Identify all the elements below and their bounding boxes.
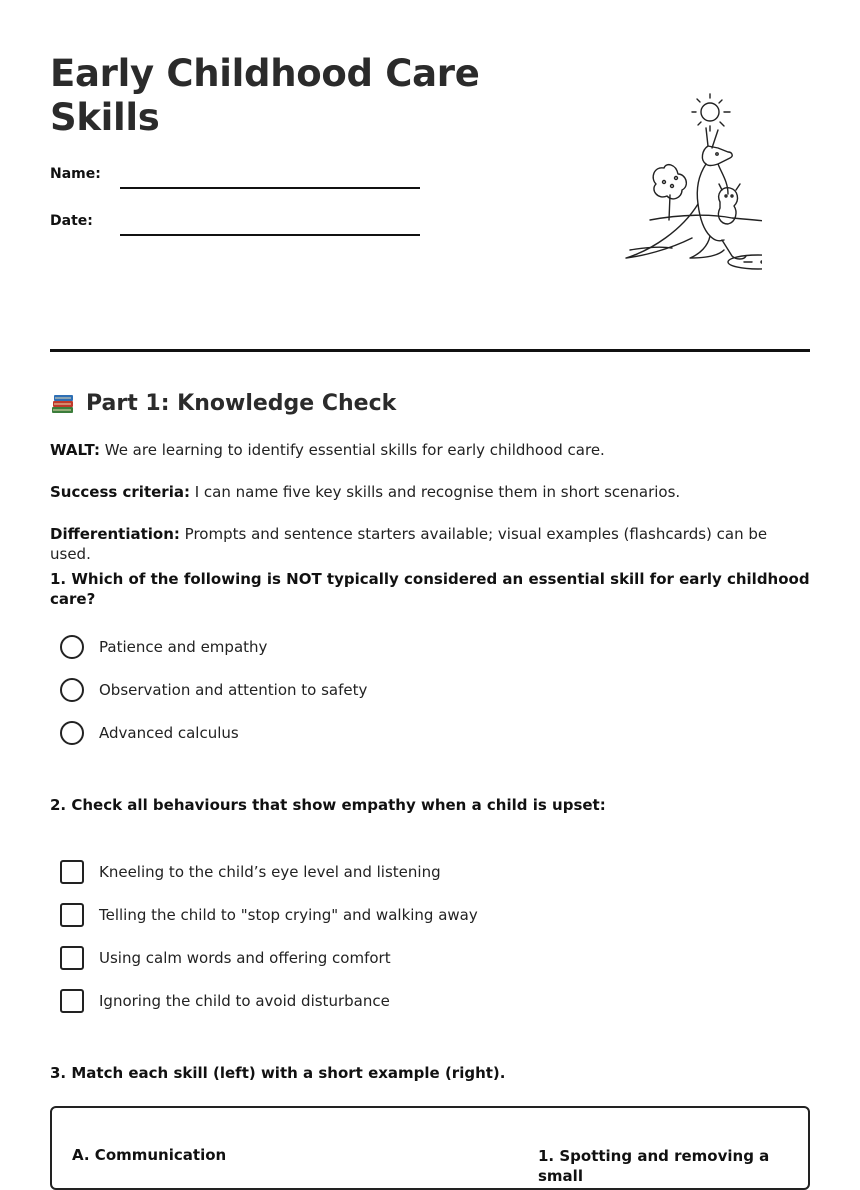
kangaroo-outline: [626, 128, 746, 259]
q2-option[interactable]: [60, 945, 391, 971]
match-example-item[interactable]: 1. Spotting and removing a small: [538, 1147, 770, 1185]
books-icon: [50, 391, 76, 417]
q1-option-label: Advanced calculus: [99, 724, 239, 742]
tree-icon: [653, 165, 686, 220]
q2-option-label: Telling the child to "stop crying" and walking away: [99, 906, 478, 924]
walt-text: We are learning to identify essential skills for early childhood care.: [99, 441, 605, 459]
radio-button[interactable]: [60, 635, 84, 659]
walt-statement: [50, 440, 810, 460]
walt-label: WALT:: [50, 441, 100, 459]
worksheet-page: [50, 0, 810, 1185]
date-field: [50, 213, 420, 243]
part1-title: Part 1: Knowledge Check: [86, 391, 397, 416]
q2-option[interactable]: [60, 902, 478, 928]
kangaroo-with-joey-icon: [572, 90, 762, 275]
differentiation: [50, 524, 810, 564]
checkbox[interactable]: [60, 903, 84, 927]
part1-heading: [50, 388, 396, 420]
sun-icon: [692, 94, 730, 131]
q2-option-label: Kneeling to the child’s eye level and listening: [99, 863, 441, 881]
name-write-line[interactable]: [120, 187, 420, 189]
question-3: 3. Match each skill (left) with a short example (right).: [50, 1064, 506, 1082]
radio-button[interactable]: [60, 678, 84, 702]
success-text: I can name five key skills and recognise them in short scenarios.: [189, 483, 681, 501]
success-label: Success criteria:: [50, 483, 190, 501]
q1-option[interactable]: [60, 634, 267, 660]
question-2: 2. Check all behaviours that show empathy when a child is upset:: [50, 796, 606, 814]
q2-option[interactable]: [60, 988, 390, 1014]
date-write-line[interactable]: [120, 234, 420, 236]
checkbox[interactable]: [60, 946, 84, 970]
differentiation-text: Prompts and sentence starters available; visual examples (flashcards) can be used.: [50, 525, 768, 563]
q1-option[interactable]: [60, 677, 367, 703]
puddle-icon: [728, 236, 762, 269]
checkbox[interactable]: [60, 989, 84, 1013]
date-label: Date:: [50, 213, 93, 229]
header-divider: [50, 349, 810, 352]
q1-option-label: Observation and attention to safety: [99, 681, 368, 699]
differentiation-label: Differentiation:: [50, 525, 180, 543]
q2-option-label: Using calm words and offering comfort: [99, 949, 391, 967]
success-criteria: [50, 482, 810, 502]
checkbox[interactable]: [60, 860, 84, 884]
match-skill-item[interactable]: A. Communication: [72, 1146, 227, 1164]
q1-option[interactable]: [60, 720, 239, 746]
q2-option-label: Ignoring the child to avoid disturbance: [99, 992, 390, 1010]
name-label: Name:: [50, 166, 101, 182]
name-field: [50, 166, 420, 196]
radio-button[interactable]: [60, 721, 84, 745]
worksheet-title: Early Childhood Care Skills: [50, 52, 480, 139]
q1-option-label: Patience and empathy: [99, 638, 268, 656]
q2-option[interactable]: [60, 859, 441, 885]
matching-box: [50, 1106, 810, 1190]
question-1: 1. Which of the following is NOT typically considered an essential skill for early childhood care?: [50, 570, 810, 608]
